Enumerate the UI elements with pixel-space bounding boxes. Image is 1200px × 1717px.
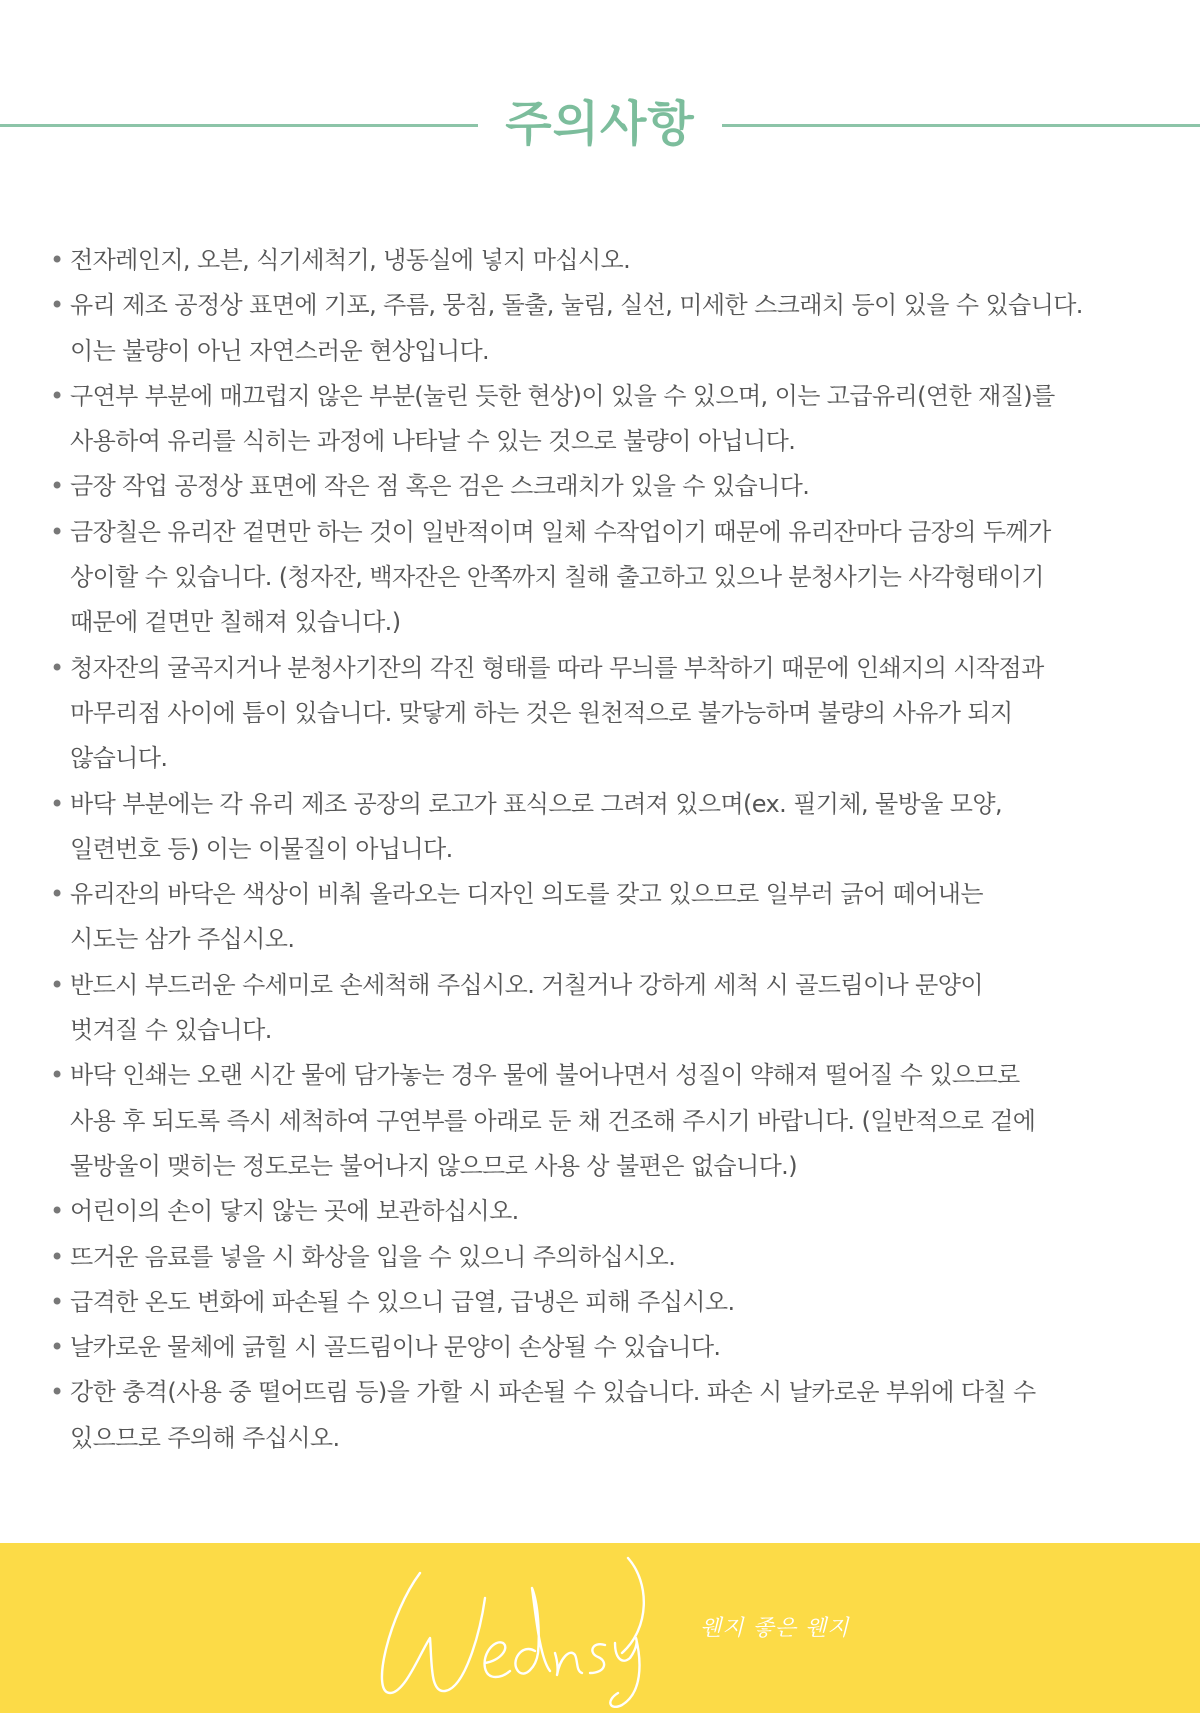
title-row — [0, 88, 1200, 160]
brand-logo — [360, 1543, 700, 1713]
bullet-icon: • — [50, 517, 64, 546]
caution-item — [50, 238, 1150, 283]
caution-text: 어린이의 손이 닿지 않는 곳에 보관하십시오. — [70, 1197, 519, 1226]
caution-text: 구연부 부분에 매끄럽지 않은 부분(눌린 듯한 현상)이 있을 수 있으며, 이는 고급유리(연한 재질)를 사용하여 유리를 식히는 과정에 나타날 수 있는 것으로 불량이 아닙니다. — [70, 381, 1055, 456]
caution-list — [50, 238, 1150, 1461]
bullet-icon: • — [50, 472, 64, 501]
caution-text: 반드시 부드러운 수세미로 손세척해 주십시오. 거칠거나 강하게 세척 시 골드림이나 문양이 벗겨질 수 있습니다. — [70, 970, 983, 1045]
caution-item — [50, 374, 1150, 465]
page-title: 주의사항 — [505, 96, 695, 152]
caution-text: 금장칠은 유리잔 겉면만 하는 것이 일반적이며 일체 수작업이기 때문에 유리잔마다 금장의 두께가 상이할 수 있습니다. (청자잔, 백자잔은 안쪽까지 칠해 출고하고 있으나 분청사기는 사각형태이기 때문에 겉면만 칠해져 있습니다.) — [70, 517, 1051, 637]
caution-text: 유리잔의 바닥은 색상이 비춰 올라오는 디자인 의도를 갖고 있으므로 일부러 긁어 떼어내는 시도는 삼가 주십시오. — [70, 880, 983, 954]
caution-item — [50, 782, 1150, 873]
brand-logo-script — [360, 1543, 700, 1713]
bullet-icon: • — [50, 291, 64, 320]
bullet-icon: • — [50, 246, 64, 274]
bullet-icon: • — [50, 1197, 64, 1226]
bullet-icon: • — [50, 1287, 64, 1316]
footer-banner — [0, 1543, 1200, 1713]
title-divider-right — [722, 124, 1200, 127]
caution-text: 바닥 부분에는 각 유리 제조 공장의 로고가 표식으로 그려져 있으며(ex. 필기체, 물방울 모양, 일련번호 등) 이는 이물질이 아닙니다. — [70, 789, 1002, 863]
title-divider-left — [0, 124, 478, 127]
caution-item — [50, 283, 1150, 374]
bullet-icon: • — [50, 970, 64, 999]
caution-item — [50, 646, 1150, 782]
caution-text: 청자잔의 굴곡지거나 분청사기잔의 각진 형태를 따라 무늬를 부착하기 때문에 인쇄지의 시작점과 마무리점 사이에 틈이 있습니다. 맞닿게 하는 것은 원천적으로 불가능하며 불량의 사유가 되지 않습니다. — [70, 653, 1044, 773]
caution-item — [50, 872, 1150, 963]
bullet-icon: • — [50, 880, 64, 909]
bullet-icon: • — [50, 1333, 64, 1362]
caution-item — [50, 464, 1150, 509]
caution-item — [50, 1370, 1150, 1461]
caution-text: 날카로운 물체에 긁힐 시 골드림이나 문양이 손상될 수 있습니다. — [70, 1333, 721, 1362]
bullet-icon: • — [50, 1242, 64, 1271]
caution-item — [50, 1053, 1150, 1189]
caution-item — [50, 1189, 1150, 1234]
caution-item — [50, 1325, 1150, 1370]
caution-text: 뜨거운 음료를 넣을 시 화상을 입을 수 있으니 주의하십시오. — [70, 1242, 676, 1271]
caution-item — [50, 1280, 1150, 1325]
caution-item — [50, 963, 1150, 1054]
caution-text: 강한 충격(사용 중 떨어뜨림 등)을 가할 시 파손될 수 있습니다. 파손 시 날카로운 부위에 다칠 수 있으므로 주의해 주십시오. — [70, 1378, 1036, 1452]
bullet-icon: • — [50, 381, 64, 410]
caution-text: 금장 작업 공정상 표면에 작은 점 혹은 검은 스크래치가 있을 수 있습니다. — [70, 472, 810, 501]
bullet-icon: • — [50, 789, 64, 818]
caution-text: 바닥 인쇄는 오랜 시간 물에 담가놓는 경우 물에 불어나면서 성질이 약해져 떨어질 수 있으므로 사용 후 되도록 즉시 세척하여 구연부를 아래로 둔 채 건조해 주시기 바랍니다. (일반적으로 겉에 물방울이 맺히는 정도로는 불어나지 않으므로 사용 상 불편은 없습니다.) — [70, 1061, 1036, 1180]
brand-slogan: 웬지 좋은 웬지 — [700, 1616, 850, 1641]
caution-item — [50, 510, 1150, 646]
bullet-icon: • — [50, 1378, 64, 1407]
bullet-icon: • — [50, 653, 64, 682]
caution-text: 전자레인지, 오븐, 식기세척기, 냉동실에 넣지 마십시오. — [70, 246, 631, 274]
bullet-icon: • — [50, 1061, 64, 1090]
caution-text: 유리 제조 공정상 표면에 기포, 주름, 뭉침, 돌출, 눌림, 실선, 미세한 스크래치 등이 있을 수 있습니다. 이는 불량이 아닌 자연스러운 현상입니다. — [70, 291, 1083, 365]
caution-item — [50, 1235, 1150, 1280]
caution-text: 급격한 온도 변화에 파손될 수 있으니 급열, 급냉은 피해 주십시오. — [70, 1287, 735, 1316]
